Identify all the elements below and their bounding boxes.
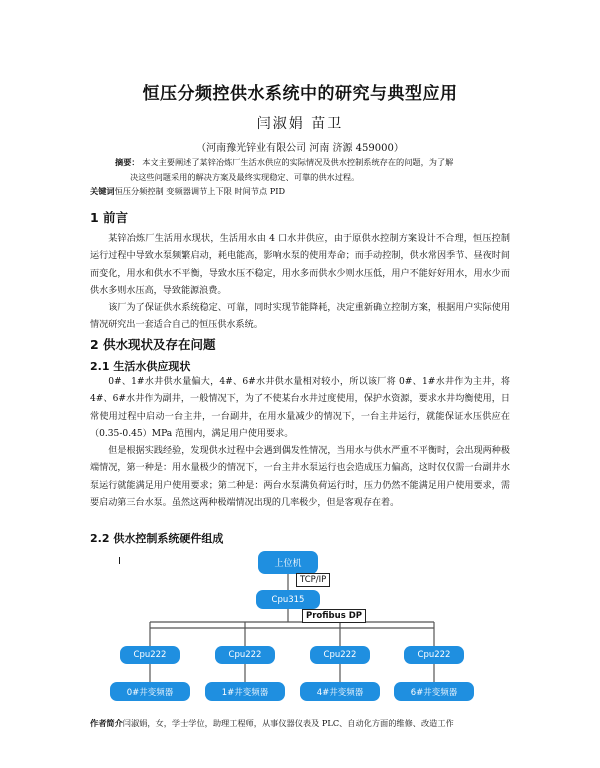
author-bio	[90, 718, 530, 729]
host-computer-box: 上位机	[258, 551, 318, 574]
section-2-1-heading: 2.1 生活水供应现状	[90, 360, 191, 373]
diagram-marker: I	[118, 556, 121, 567]
abstract-line2: 决这些问题采用的解决方案及最终实现稳定、可靠的供水过程。	[130, 172, 360, 182]
section-2-heading: 2 供水现状及存在问题	[90, 337, 216, 352]
keywords-label: 关键词	[90, 186, 115, 196]
author-bio-text: 闫淑娟，女，学士学位，助理工程师，从事仪器仪表及 PLC、自动化方面的维修、改造工作	[122, 718, 454, 728]
inverter-box-6: 6#井变频器	[394, 682, 474, 701]
cpu222-box-2: Cpu222	[215, 646, 275, 664]
section-1-para-2: 该厂为了保证供水系统稳定、可靠，同时实现节能降耗，决定重新确立控制方案，根据用户实际使用情况研究出一套适合自己的恒压供水系统。	[90, 303, 510, 331]
paper-title: 恒压分频控供水系统中的研究与典型应用	[142, 84, 458, 104]
tcp-ip-label: TCP/IP	[296, 573, 330, 587]
cpu222-box-1: Cpu222	[120, 646, 180, 664]
profibus-dp-label: Profibus DP	[302, 609, 366, 623]
authors: 闫淑娟 苗卫	[256, 116, 344, 132]
affiliation: （河南豫光锌业有限公司 河南 济源 459000）	[196, 143, 404, 154]
abstract-line1: 本文主要阐述了某锌冶炼厂生活水供应的实际情况及供水控制系统存在的问题，为了解	[142, 157, 454, 167]
section-1-heading: 1 前言	[90, 210, 129, 225]
inverter-box-1: 1#井变频器	[205, 682, 285, 701]
inverter-box-0: 0#井变频器	[110, 682, 190, 701]
inverter-box-4: 4#井变频器	[300, 682, 380, 701]
cpu222-box-3: Cpu222	[310, 646, 370, 664]
author-bio-label: 作者简介	[90, 718, 123, 728]
cpu222-box-4: Cpu222	[404, 646, 464, 664]
section-1-para-1: 某锌冶炼厂生活用水现状，生活用水由 4 口水井供应，由于原供水控制方案设计不合理，恒压控制运行过程中导致水泵频繁启动，耗电能高，影响水泵的使用寿命；而手动控制，供水常因季节、昼夜时间而变化，用水和供水不平衡，导致水压不稳定，用水多而供水少则水压低，用户不能好好用水，用水少而供水多则水压高，导致能源浪费。	[90, 234, 510, 296]
section-2-para-2: 但是根据实践经验，发现供水过程中会遇到偶发性情况，当用水与供水严重不平衡时，会出现两种极端情况，第一种是：用水量极少的情况下，一台主井水泵运行也会造成压力偏高，这时仅仅需一台副井水泵运行就能满足用户使用要求；第二种是：两台水泵满负荷运行时，压力仍然不能满足用户使用要求，需要启动第三台水泵。虽然这两种极端情况出现的几率极少，但是客观存在着。	[90, 446, 510, 508]
cpu315-box: Cpu315	[256, 590, 320, 609]
section-2-para-1: 0#、1#水井供水量偏大，4#、6#水井供水量相对较小，所以该厂将 0#、1#水井作为主井，将 4#、6#水井作为副井，一般情况下，为了不使某台水井过度使用，保护水资源，要求水井均衡使用，日常使用过程中启动一台主井，一台副井，在用水量减少的情况下，一台主井运行，就能保证水压供应在（0.35-0.45）MPa 范围内，满足用户使用要求。	[90, 377, 510, 439]
keywords-text: 恒压分频控制 变频器调节上下限 时间节点 PID	[114, 186, 286, 196]
abstract-label: 摘要：	[115, 157, 140, 167]
section-2-2-heading: 2.2 供水控制系统硬件组成	[90, 532, 224, 545]
